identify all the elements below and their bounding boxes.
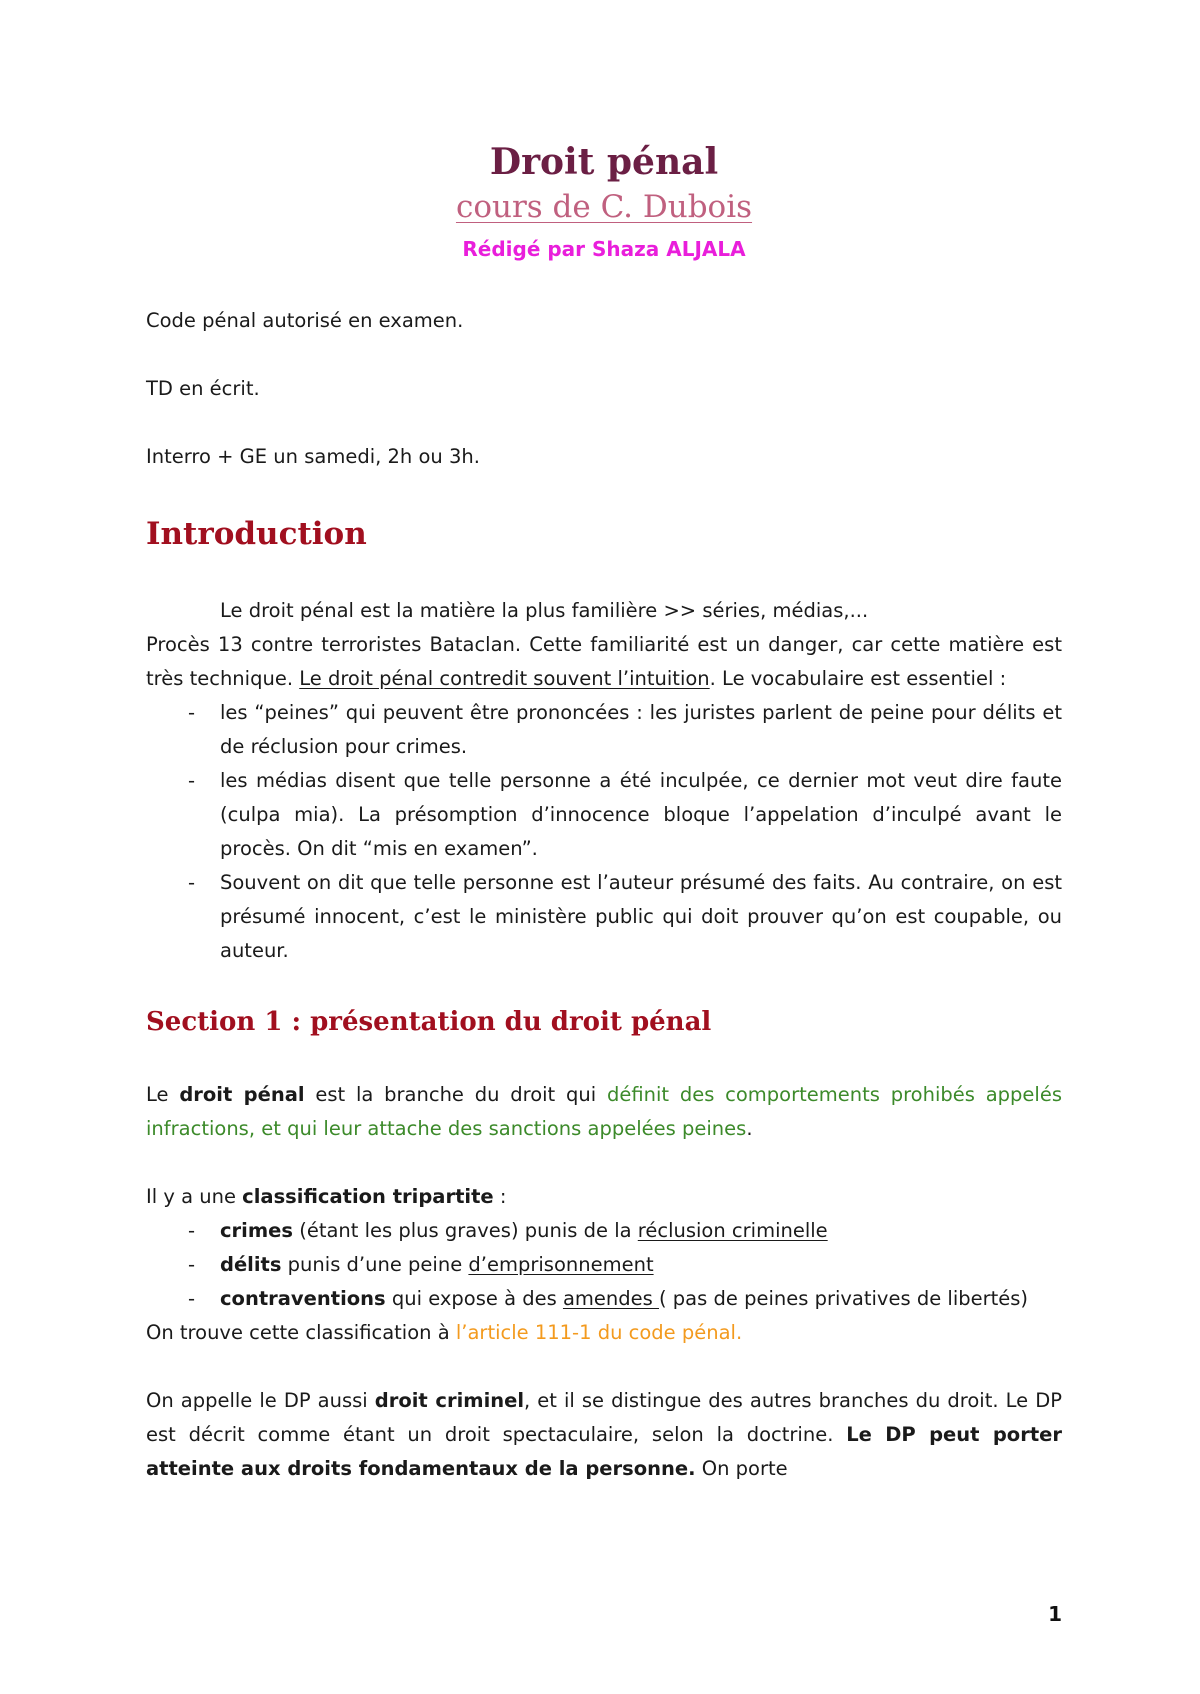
dash-marker: -: [188, 1219, 196, 1242]
list-item: [146, 696, 1062, 764]
intro-text-end: . Le vocabulaire est essentiel :: [709, 667, 1007, 690]
classification-term: classification tripartite: [242, 1185, 494, 1208]
criminal-law-paragraph: [146, 1384, 1062, 1486]
definition-text: est la branche du droit qui: [304, 1083, 607, 1106]
paragraph-term: droit criminel: [374, 1389, 525, 1412]
intro-text: Procès 13 contre terroristes Bataclan. Cette familiarité est un danger, car cette matière est très technique.: [146, 633, 1062, 690]
definition-term: droit pénal: [179, 1083, 305, 1106]
list-item-text: les médias disent que telle personne a été inculpée, ce dernier mot veut dire faute (culpa mia). La présomption d’innocence bloque l’appelation d’inculpé avant le procès. On dit “mis en examen”.: [220, 769, 1062, 860]
list-item: [146, 764, 1062, 866]
classification-intro: [146, 1180, 1062, 1214]
article-reference: [146, 1316, 1062, 1350]
classification-text: Il y a une: [146, 1185, 243, 1208]
classification-list: [146, 1214, 1062, 1316]
paragraph-emphasis: Le DP peut porter atteinte aux droits fondamentaux de la personne.: [146, 1423, 1062, 1480]
term-bold: délits: [220, 1253, 282, 1276]
term-tail: ( pas de peines privatives de libertés): [659, 1287, 1029, 1310]
intro-paragraph-2: [146, 628, 1062, 696]
dash-marker: -: [188, 1253, 196, 1276]
article-text: On trouve cette classification à: [146, 1321, 456, 1344]
term-underlined: d’emprisonnement: [468, 1253, 654, 1276]
section-1-heading: Section 1 : présentation du droit pénal: [146, 1007, 712, 1037]
document-subtitle: cours de C. Dubois: [455, 189, 753, 225]
dash-marker: -: [188, 871, 196, 894]
list-item: [146, 1282, 1062, 1316]
term-underlined: réclusion criminelle: [637, 1219, 828, 1242]
dash-marker: -: [188, 769, 196, 792]
document-author: Rédigé par Shaza ALJALA: [462, 237, 746, 261]
classification-text: :: [493, 1185, 507, 1208]
list-item: [146, 866, 1062, 968]
intro-paragraph-1: Le droit pénal est la matière la plus familière >> séries, médias,...: [220, 599, 869, 622]
term-text: qui expose à des: [385, 1287, 563, 1310]
paragraph-text: On appelle le DP aussi: [146, 1389, 375, 1412]
term-underlined: amendes: [562, 1287, 659, 1310]
list-item: [146, 1248, 1062, 1282]
dash-marker: -: [188, 1287, 196, 1310]
note-td: TD en écrit.: [146, 377, 260, 400]
definition-text: Le: [146, 1083, 180, 1106]
definition-text: .: [746, 1117, 753, 1140]
note-exam: Code pénal autorisé en examen.: [146, 309, 464, 332]
definition-paragraph: [146, 1078, 1062, 1146]
term-text: punis d’une peine: [281, 1253, 469, 1276]
term-bold: contraventions: [220, 1287, 386, 1310]
dash-marker: -: [188, 701, 196, 724]
term-bold: crimes: [220, 1219, 294, 1242]
document-title: Droit pénal: [489, 141, 719, 183]
page-number: 1: [1048, 1602, 1062, 1626]
term-text: (étant les plus graves) punis de la: [293, 1219, 638, 1242]
vocabulary-list: [146, 696, 1062, 968]
intro-underlined-text: Le droit pénal contredit souvent l’intuition: [299, 667, 710, 690]
article-highlight: l’article 111-1 du code pénal.: [455, 1321, 743, 1344]
list-item: [146, 1214, 1062, 1248]
paragraph-text: , et il se distingue des autres branches du droit. Le DP est décrit comme étant un droit spectaculaire, selon la doctrine.: [146, 1389, 1062, 1446]
list-item-text: les “peines” qui peuvent être prononcées : les juristes parlent de peine pour délits et de réclusion pour crimes.: [220, 701, 1062, 758]
list-item-text: Souvent on dit que telle personne est l’auteur présumé des faits. Au contraire, on est présumé innocent, c’est le ministère public qui doit prouver qu’on est coupable, ou auteur.: [220, 871, 1062, 962]
introduction-heading: Introduction: [146, 516, 367, 552]
note-interro: Interro + GE un samedi, 2h ou 3h.: [146, 445, 480, 468]
definition-highlight: définit des comportements prohibés appelés infractions, et qui leur attache des sanctions appelées peines: [146, 1083, 1062, 1140]
paragraph-text: On porte: [695, 1457, 788, 1480]
page-content: [146, 138, 1062, 1486]
